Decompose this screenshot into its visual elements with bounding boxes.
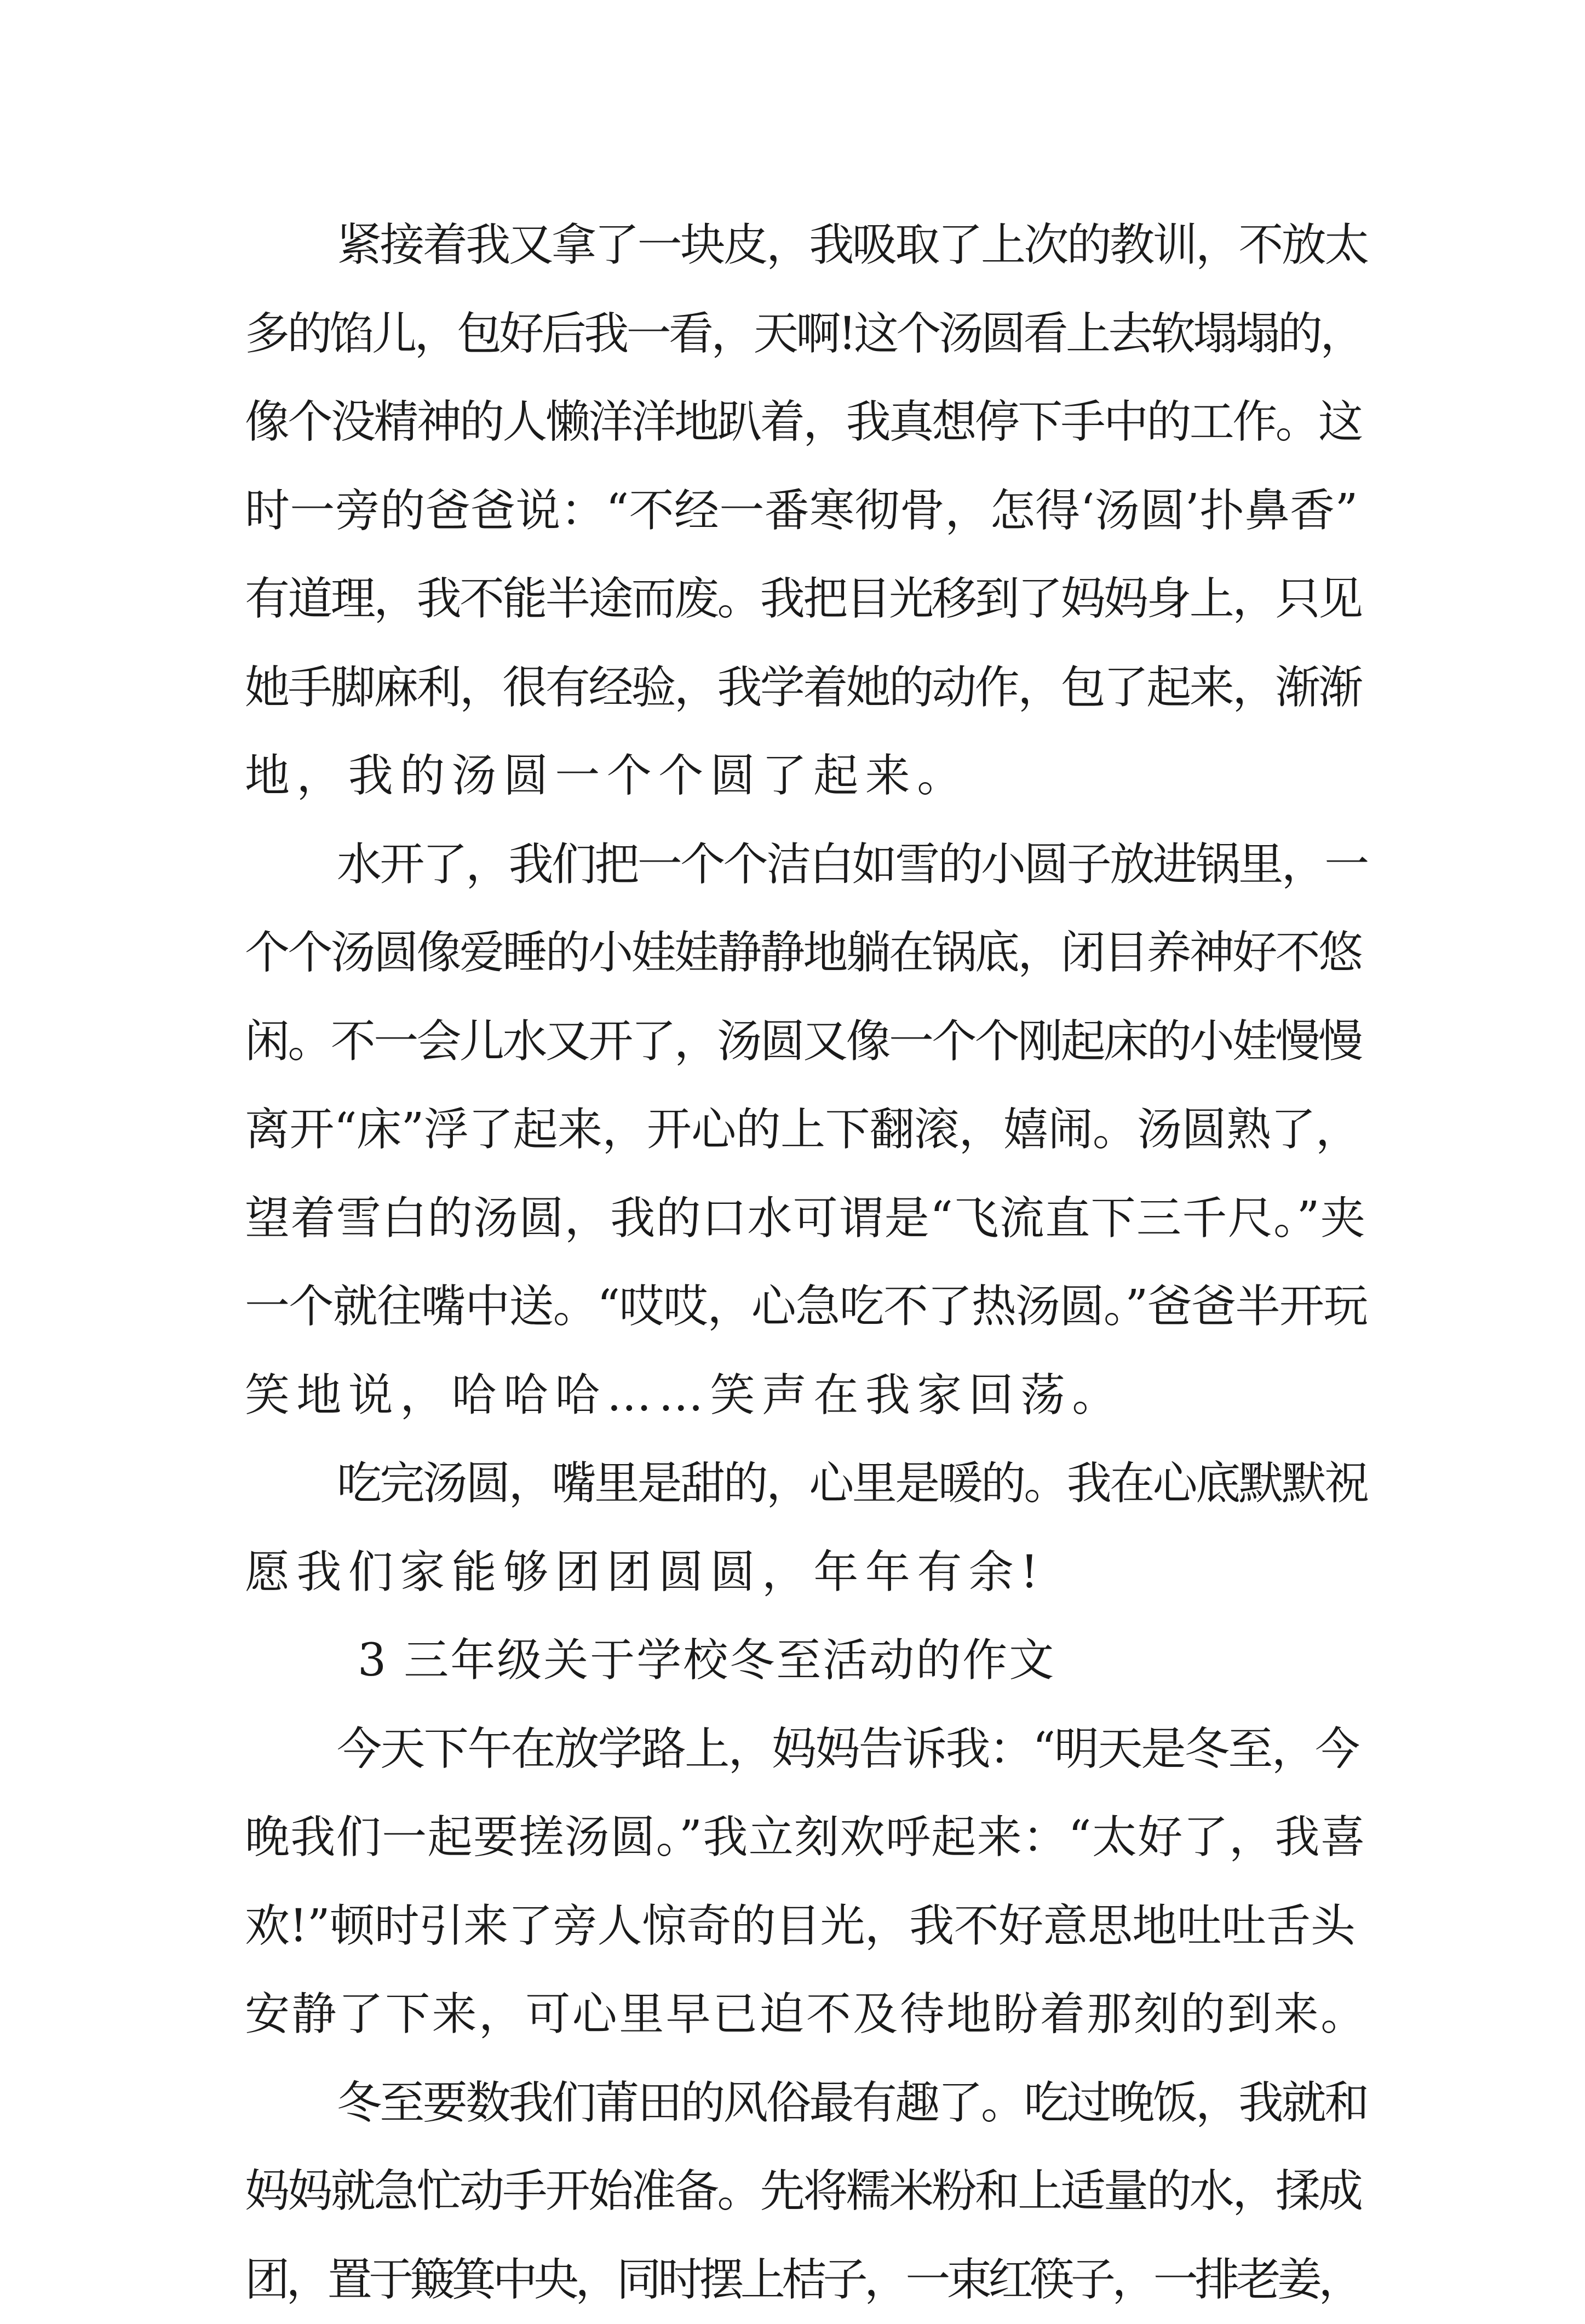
paragraph [245, 1439, 1340, 1616]
text-line: 时一旁的爸爸说：“不经一番寒彻骨，怎得‘汤圆’扑鼻香” [245, 467, 1340, 555]
text-line: 今天下午在放学路上，妈妈告诉我：“明天是冬至，今 [245, 1705, 1340, 1794]
text-line: 晚我们一起要搓汤圆。”我立刻欢呼起来：“太好了，我喜 [245, 1793, 1340, 1882]
heading-text: 3 三年级关于学校冬至活动的作文 [245, 1616, 1340, 1705]
paragraph [245, 2059, 1340, 2324]
text-line: 欢!”顿时引来了旁人惊奇的目光，我不好意思地吐吐舌头 [245, 1882, 1340, 1971]
text-line: 像个没精神的人懒洋洋地趴着，我真想停下手中的工作。这 [245, 378, 1340, 467]
text-line: 吃完汤圆，嘴里是甜的，心里是暖的。我在心底默默祝 [245, 1439, 1340, 1528]
section-heading [245, 1616, 1340, 1705]
text-line: 闲。不一会儿水又开了，汤圆又像一个个刚起床的小娃慢慢 [245, 997, 1340, 1086]
paragraph [245, 1705, 1340, 2059]
text-line: 团，置于簸箕中央，同时摆上桔子，一束红筷子，一排老姜， [245, 2236, 1340, 2324]
paragraph [245, 201, 1340, 820]
text-line: 愿我们家能够团团圆圆，年年有余! [245, 1528, 1340, 1617]
text-line: 多的馅儿，包好后我一看，天啊!这个汤圆看上去软塌塌的， [245, 290, 1340, 378]
text-line: 离开“床”浮了起来，开心的上下翻滚，嬉闹。汤圆熟了， [245, 1086, 1340, 1174]
document-body [245, 201, 1340, 2324]
text-line: 紧接着我又拿了一块皮，我吸取了上次的教训，不放太 [245, 201, 1340, 290]
paragraph [245, 820, 1340, 1440]
text-line: 望着雪白的汤圆，我的口水可谓是“飞流直下三千尺。”夹 [245, 1174, 1340, 1263]
text-line: 妈妈就急忙动手开始准备。先将糯米粉和上适量的水，揉成 [245, 2147, 1340, 2236]
text-line: 地，我的汤圆一个个圆了起来。 [245, 732, 1340, 820]
text-line: 安静了下来，可心里早已迫不及待地盼着那刻的到来。 [245, 1970, 1340, 2059]
text-line: 笑地说，哈哈哈……笑声在我家回荡。 [245, 1351, 1340, 1440]
text-line: 一个就往嘴中送。“哎哎，心急吃不了热汤圆。”爸爸半开玩 [245, 1263, 1340, 1351]
text-line: 有道理，我不能半途而废。我把目光移到了妈妈身上，只见 [245, 555, 1340, 644]
text-line: 水开了，我们把一个个洁白如雪的小圆子放进锅里，一 [245, 820, 1340, 909]
text-line: 个个汤圆像爱睡的小娃娃静静地躺在锅底，闭目养神好不悠 [245, 909, 1340, 997]
text-line: 冬至要数我们莆田的风俗最有趣了。吃过晚饭，我就和 [245, 2059, 1340, 2148]
text-line: 她手脚麻利，很有经验，我学着她的动作，包了起来，渐渐 [245, 644, 1340, 732]
